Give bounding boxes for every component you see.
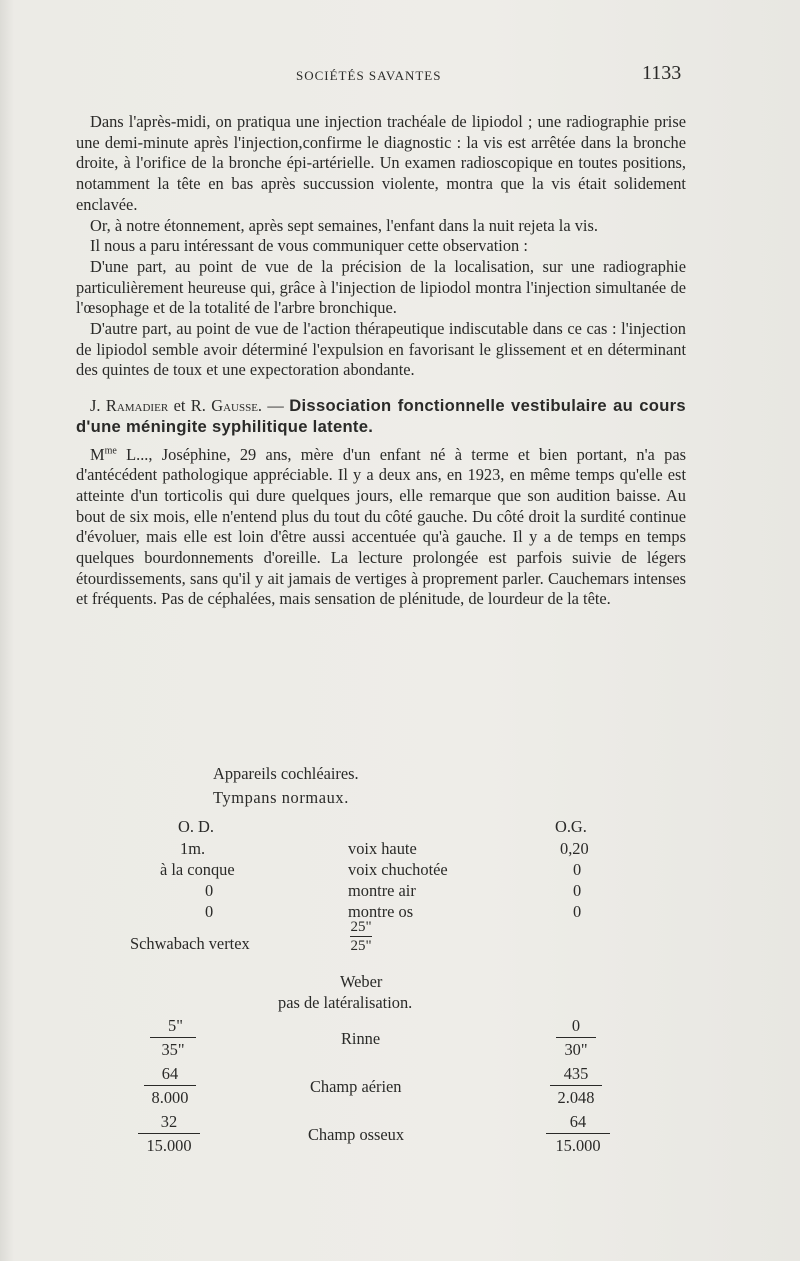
section-title: Dissociation fonctionnelle vestibulaire au cours d'une méningite syphilitique latente. (76, 396, 686, 436)
og-value: 0,20 (560, 839, 589, 858)
fraction-bar (144, 1085, 196, 1086)
rinne-og-fraction (556, 1018, 596, 1059)
fraction-numerator: 32 (160, 1112, 178, 1131)
champ-osseux-og-fraction (546, 1114, 610, 1155)
paragraph: Dans l'après-midi, on pratiqua une injection trachéale de lipiodol ; une radiographie prise une demi-minute après l'injection,confirme le diagnostic : la vis est arrêtée dans la bronche droite, à l'orifice de la bronche épi-artérielle. Un examen radioscopique en toutes positions, notamment la tête en bas après succussion violente, montra que la vis était solidement enclavée. (76, 112, 686, 214)
fraction-bar (350, 936, 372, 937)
od-value: 0 (205, 881, 214, 900)
fraction-denominator: 15.000 (146, 1136, 192, 1156)
title-dash: — (267, 396, 284, 416)
paragraph: D'autre part, au point de vue de l'action thérapeutique indiscutable dans ce cas : l'injection de lipiodol semble avoir déterminé l'expulsion en favorisant le glissement et en déterminant des quintes de toux et une expectoration abondante. (76, 319, 686, 380)
exam-subheading: Tympans normaux. (213, 788, 349, 807)
fraction-denominator: 30" (564, 1040, 588, 1060)
page-header (0, 62, 800, 92)
column-header-od: O. D. (178, 817, 214, 836)
champ-aerien-od-fraction (144, 1066, 196, 1107)
fraction-denominator: 15.000 (555, 1136, 601, 1156)
rinne-label: Rinne (341, 1029, 381, 1048)
page-number: 1133 (642, 62, 682, 84)
hearing-exam (0, 760, 800, 1180)
fraction-bar (556, 1037, 596, 1038)
test-label: montre air (348, 881, 416, 900)
fraction-denominator: 8.000 (151, 1088, 189, 1108)
body-text (76, 112, 686, 610)
test-label: voix chuchotée (348, 860, 448, 879)
schwabach-fraction (346, 920, 376, 954)
paragraph: Il nous a paru intéressant de vous communiquer cette observation : (90, 236, 528, 256)
fraction-denominator: 2.048 (557, 1088, 595, 1108)
od-value: 0 (205, 902, 214, 921)
schwabach-label: Schwabach vertex (130, 934, 250, 953)
fraction-bar (550, 1085, 602, 1086)
column-header-og: O.G. (555, 817, 587, 836)
fraction-bar (150, 1037, 196, 1038)
fraction-numerator: 64 (161, 1064, 179, 1083)
champ-aerien-og-fraction (550, 1066, 602, 1107)
fraction-numerator: 25" (350, 919, 372, 935)
author-prefix: J. (90, 396, 101, 416)
case-text: L..., Joséphine, 29 ans, mère d'un enfant né à terme et bien portant, n'a pas d'antécédent pathologique appréciable. Il y a deux ans, en 1923, en même temps qu'elle est atteinte d'un torticolis qui dure quelques jours, elle remarque que son audition baisse. Au bout de six mois, elle n'entend plus du tout du côté gauche. Du côté droit la surdité continue d'évoluer, mais elle est loin d'être aussi accentuée qu'à gauche. Il y a de temps en temps quelques bourdonnements d'oreille. La lecture prolongée est parfois suivie de légers étourdissements, sans qu'il y ait jamais de vertiges à proprement parler. Cauchemars intenses et fréquents. Pas de céphalées, mais sensation de plénitude, de lourdeur de la tête. (76, 444, 686, 609)
section-heading (76, 396, 686, 437)
og-value: 0 (573, 881, 582, 900)
fraction-numerator: 0 (571, 1016, 581, 1035)
exam-heading: Appareils cochléaires. (213, 764, 359, 783)
fraction-numerator: 5" (168, 1016, 183, 1035)
rinne-od-fraction (150, 1018, 196, 1059)
paragraph: Or, à notre étonnement, après sept semaines, l'enfant dans la nuit rejeta la vis. (90, 215, 598, 235)
od-value: 1m. (180, 839, 206, 858)
author-name: Ramadier (105, 396, 169, 416)
author-conjunction: et R. (173, 396, 206, 416)
fraction-denominator: 35" (161, 1040, 185, 1060)
patient-prefix: M (90, 444, 105, 464)
champ-osseux-label: Champ osseux (308, 1125, 405, 1144)
test-label: voix haute (348, 839, 417, 858)
running-title: SOCIÉTÉS SAVANTES (296, 68, 442, 83)
champ-osseux-od-fraction (138, 1114, 200, 1155)
test-label: montre os (348, 902, 414, 921)
od-value: à la conque (160, 860, 235, 879)
fraction-denominator: 25" (350, 938, 372, 954)
fraction-numerator: 435 (563, 1064, 589, 1083)
case-paragraph (76, 445, 686, 611)
champ-aerien-label: Champ aérien (310, 1077, 402, 1096)
weber-value: pas de latéralisation. (278, 993, 413, 1012)
og-value: 0 (573, 860, 582, 879)
patient-sup: me (104, 445, 117, 457)
og-value: 0 (573, 902, 582, 921)
paragraph: D'une part, au point de vue de la précision de la localisation, sur une radiographie particulièrement heureuse qui, grâce à l'injection de lipiodol montra l'injection simultanée de l'œsophage et de la totalité de l'arbre bronchique. (76, 256, 686, 318)
weber-label: Weber (340, 972, 383, 991)
fraction-bar (546, 1133, 610, 1134)
author-name: Gausse. (211, 396, 263, 416)
fraction-bar (138, 1133, 200, 1134)
fraction-numerator: 64 (569, 1112, 587, 1131)
